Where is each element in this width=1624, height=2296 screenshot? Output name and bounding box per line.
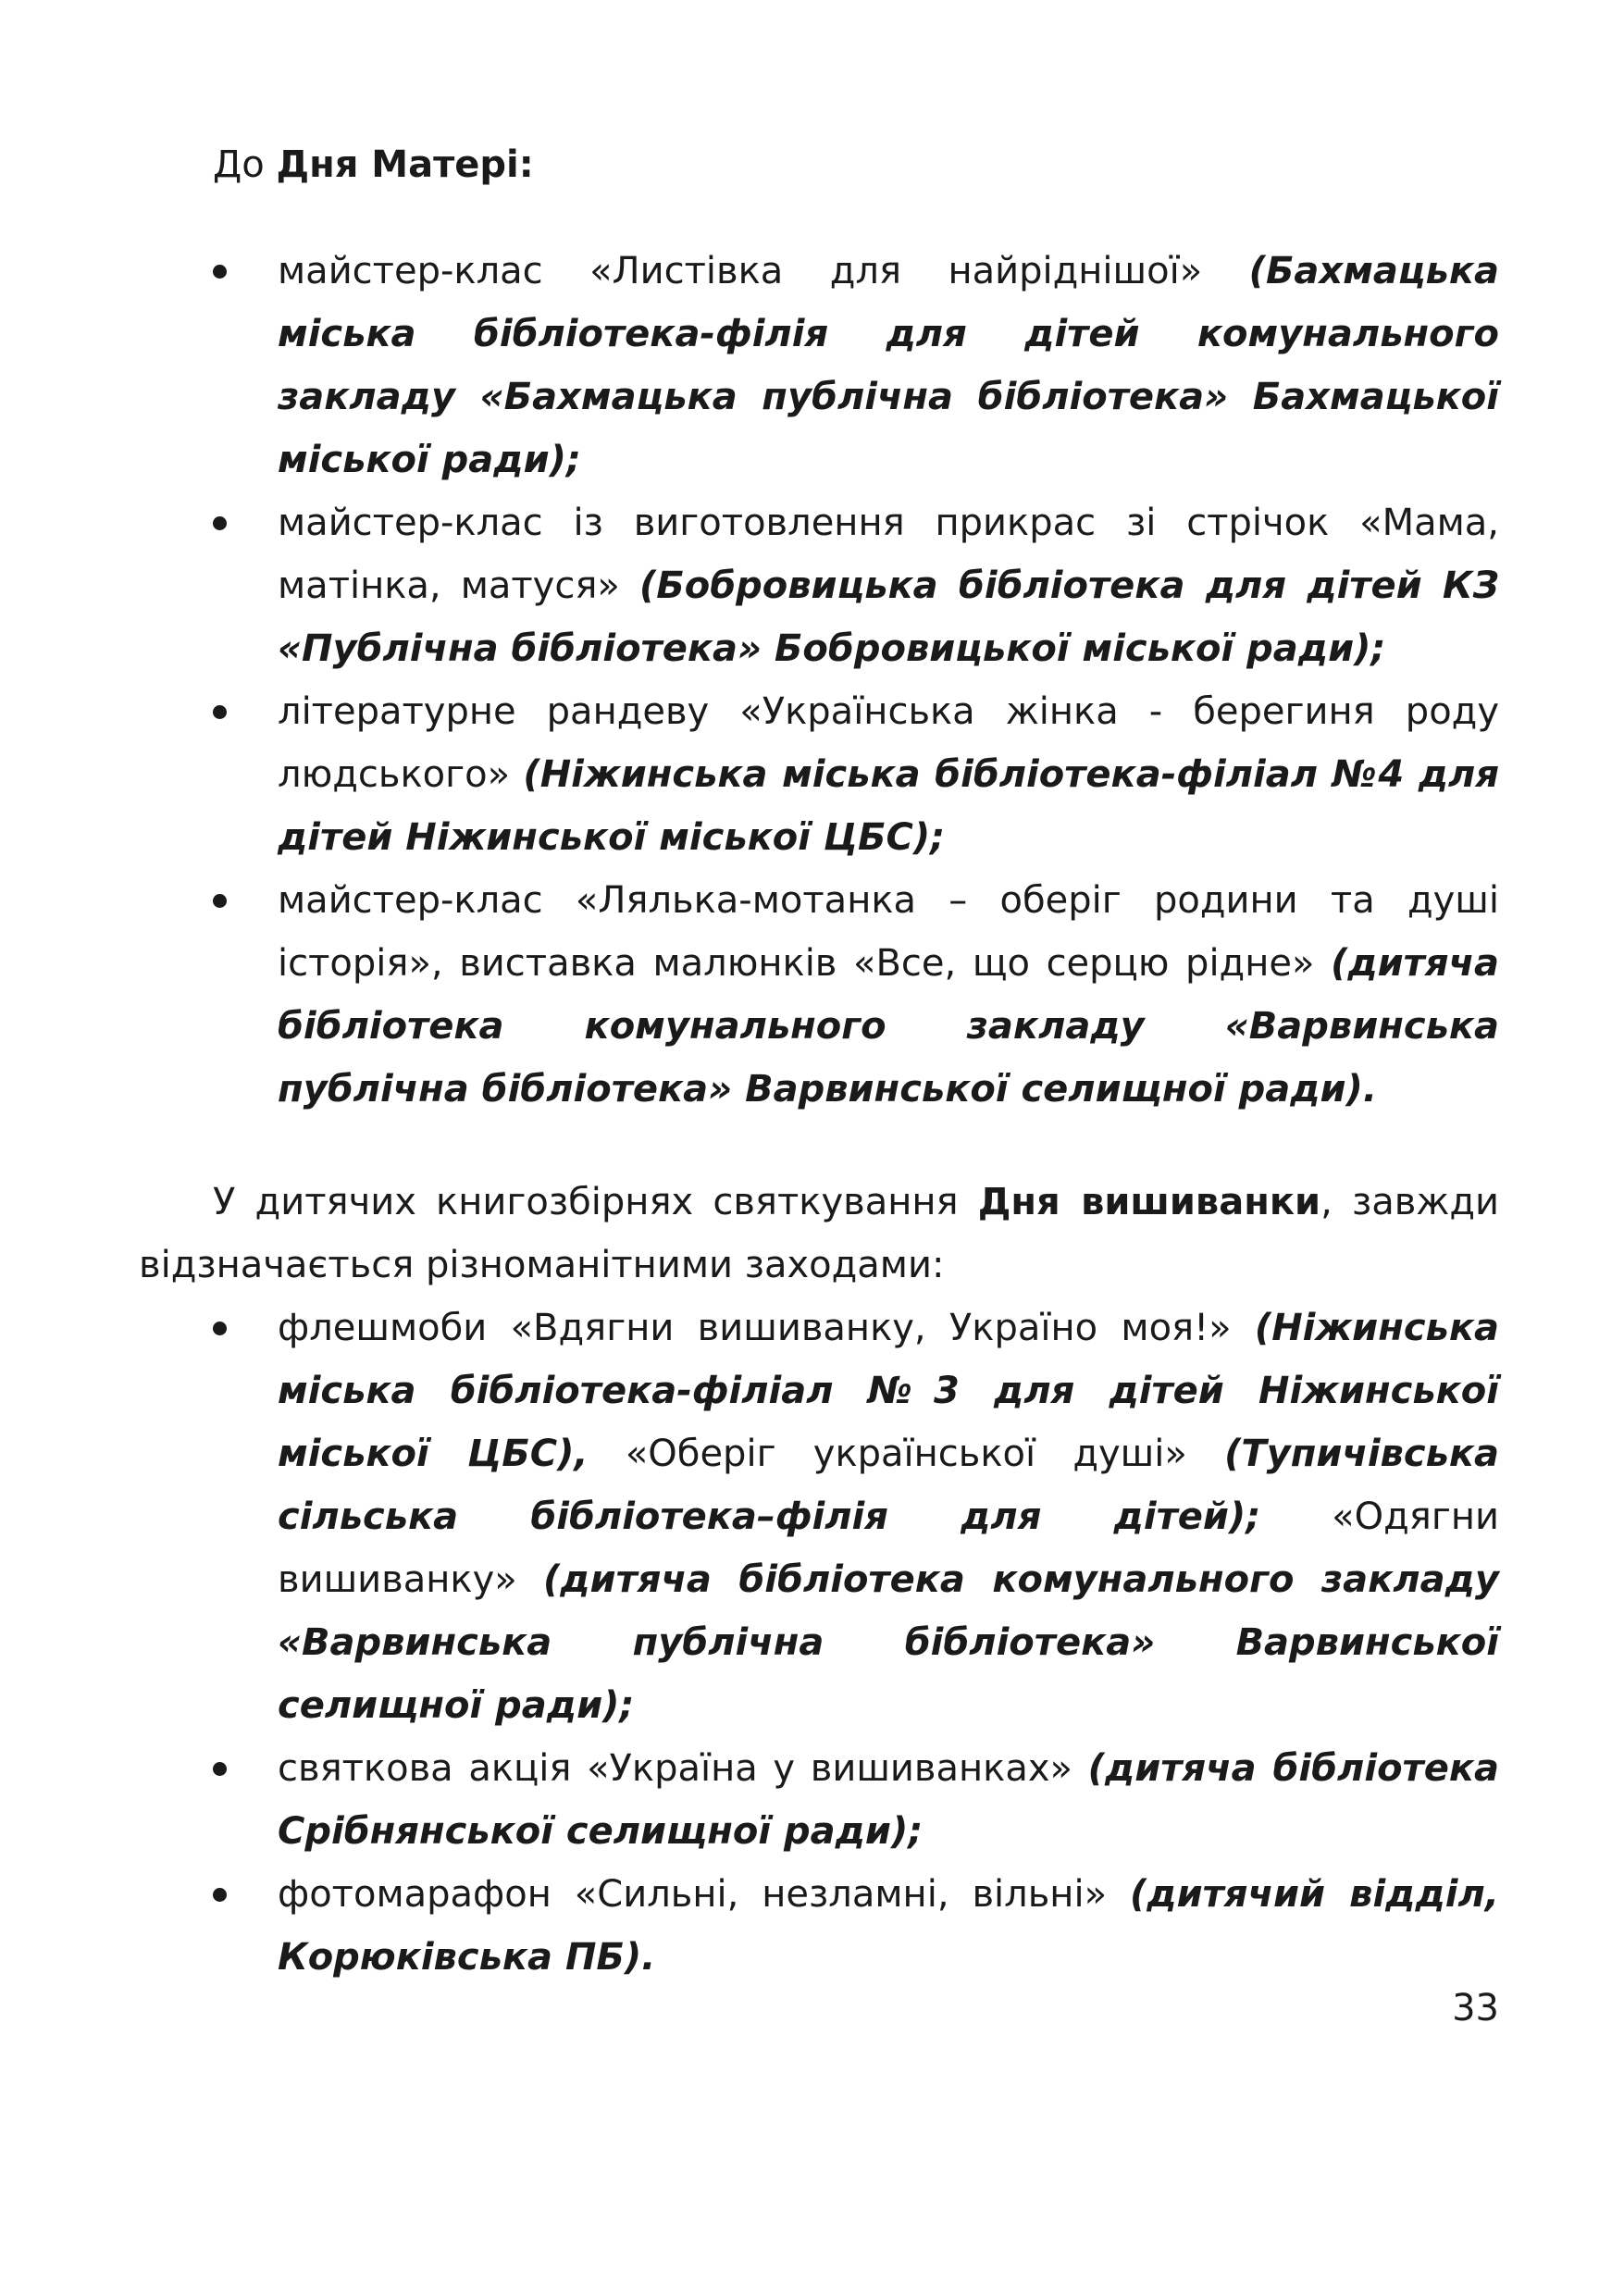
paragraph-suffix: , завжди відзначається різноманітними заходами:: [139, 1181, 1499, 1286]
event-text: флешмоби «Вдягни вишиванку, Україно моя!»: [278, 1307, 1255, 1349]
embroidery-day-list: [139, 1297, 1499, 1989]
paragraph-bold: Дня вишиванки: [977, 1181, 1321, 1223]
event-text: майстер-клас із виготовлення прикрас зі стрічок «Мама, матінка, матуся»: [278, 502, 1499, 607]
event-text: літературне рандеву «Українська жінка - берегиня роду людського»: [278, 690, 1499, 796]
list-item: [139, 1737, 1499, 1863]
library-credit: (Бахмацька міська бібліотека-філія для дітей комунального закладу «Бахмацька публічна бібліотека» Бахмацької міської ради);: [278, 250, 1499, 481]
event-text: святкова акція «Україна у вишиванках»: [278, 1747, 1088, 1790]
library-credit: (дитяча бібліотека комунального закладу «Варвинська публічна бібліотека» Варвинської селищної ради).: [278, 942, 1499, 1111]
event-text: «Одягни вишиванку»: [278, 1496, 1500, 1601]
list-item: [139, 680, 1499, 869]
library-credit: (Бобровицька бібліотека для дітей КЗ «Публічна бібліотека» Бобровицької міської ради);: [278, 565, 1500, 670]
list-item: [139, 1297, 1499, 1737]
page-number: 33: [1452, 1987, 1499, 2029]
library-credit: (Ніжинська міська бібліотека-філіал №3 для дітей Ніжинської міської ЦБС),: [278, 1307, 1499, 1475]
embroidery-day-paragraph: [139, 1171, 1499, 1297]
event-text: майстер-клас «Лялька-мотанка – оберіг родини та душі історія», виставка малюнків «Все, що серцю рідне»: [278, 879, 1499, 985]
heading-prefix: До: [213, 143, 277, 186]
mothers-day-heading: [213, 134, 1499, 195]
event-text: фотомарафон «Сильні, незламні, вільні»: [278, 1873, 1130, 1916]
list-item: [139, 869, 1499, 1121]
list-item: [139, 1863, 1499, 1989]
library-credit: (Ніжинська міська бібліотека-філіал №4 для дітей Ніжинської міської ЦБС);: [278, 753, 1499, 859]
list-item: [139, 491, 1499, 680]
mothers-day-list: [139, 240, 1499, 1121]
paragraph-prefix: У дитячих книгозбірнях святкування: [213, 1181, 978, 1223]
event-text: «Оберіг української душі»: [588, 1433, 1225, 1475]
library-credit: (дитяча бібліотека Срібнянської селищної ради);: [278, 1747, 1499, 1853]
list-item: [139, 240, 1499, 491]
library-credit: (дитячий відділ, Корюківська ПБ).: [278, 1873, 1499, 1979]
heading-bold: Дня Матері:: [276, 143, 534, 186]
page-content: [139, 134, 1499, 1989]
library-credit: (дитяча бібліотека комунального закладу «Варвинська публічна бібліотека» Варвинської селищної ради);: [278, 1558, 1499, 1727]
library-credit: (Тупичівська сільська бібліотека–філія для дітей);: [278, 1433, 1499, 1538]
event-text: майстер-клас «Листівка для найріднішої»: [278, 250, 1249, 292]
